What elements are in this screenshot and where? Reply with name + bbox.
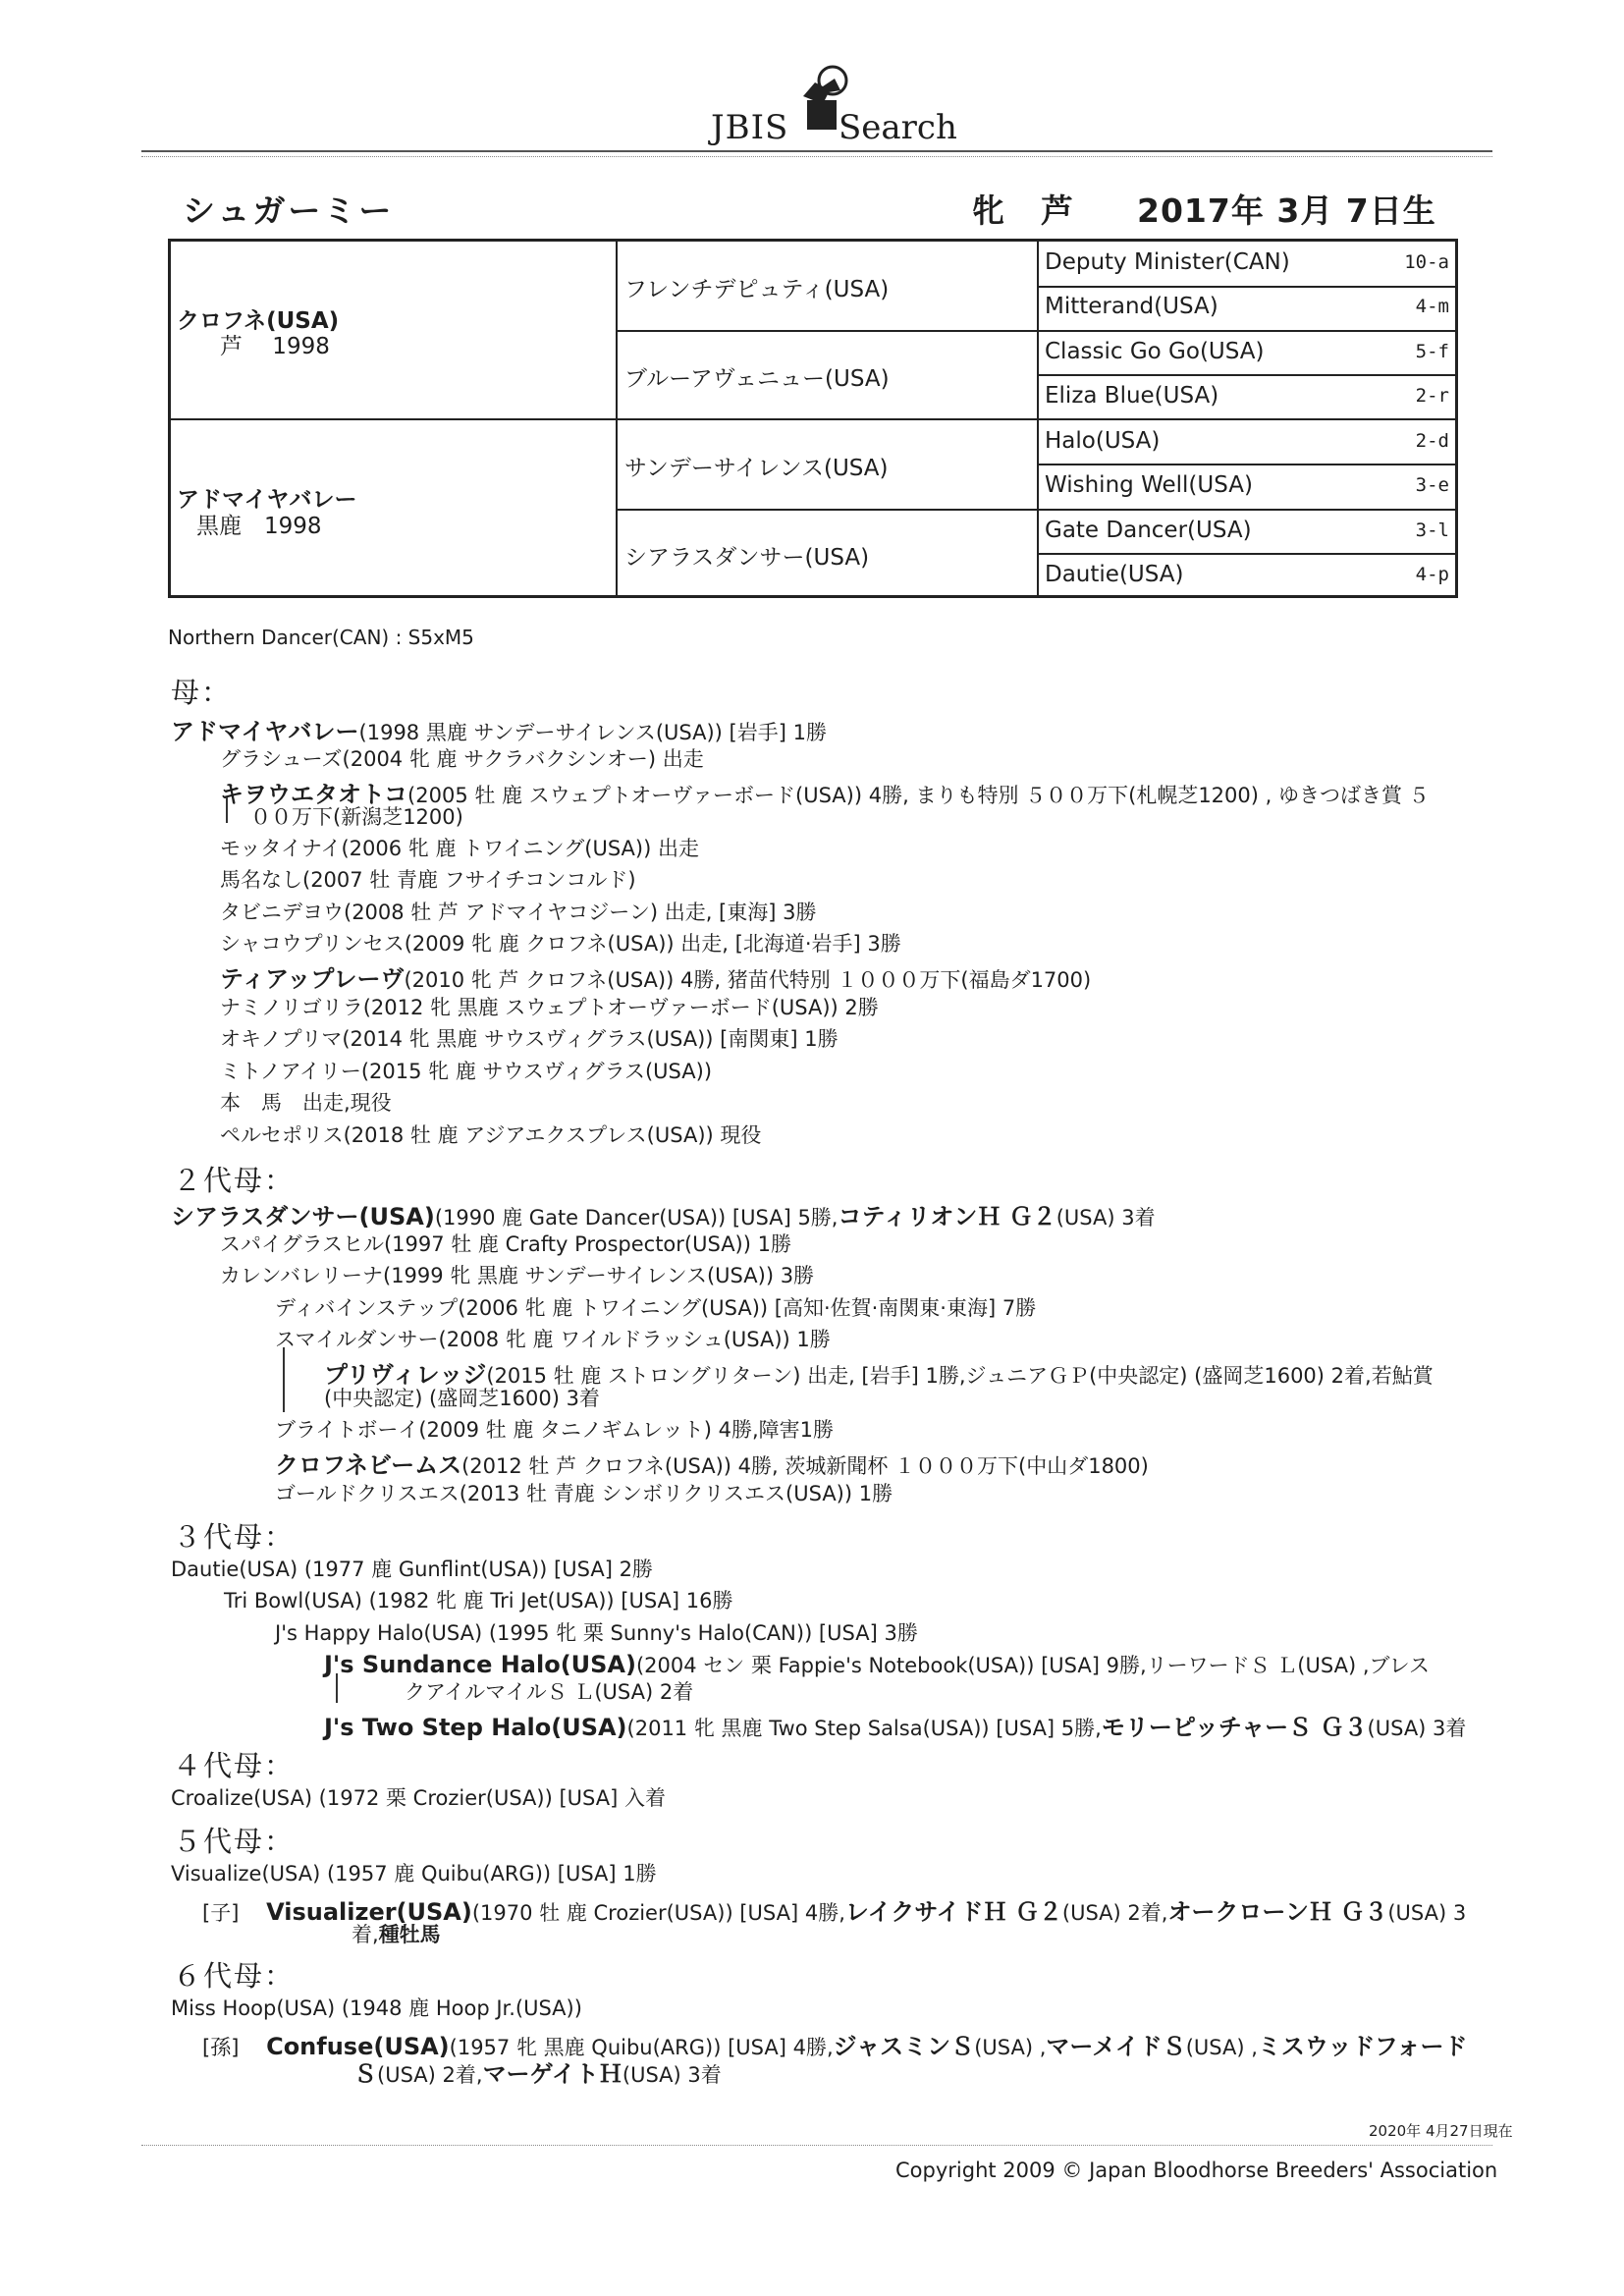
family-line: ペルセポリス(2018 牡 鹿 アジアエクスプレス(USA)) 現役 [220,1123,762,1147]
great-grandparent: Mitterand(USA) [1045,294,1218,319]
family-line: ティアップレーヴ(2010 牝 芦 クロフネ(USA)) 4勝, 猪苗代特別 １０００万下(福島ダ1700) [220,965,1092,993]
pedigree-table [168,239,1458,598]
horse-sex: 牝 [972,191,1004,230]
family-line: ディバインステップ(2006 牝 鹿 トワイニング(USA)) [高知·佐賀·南関東·東海] 7勝 [275,1296,1037,1320]
family-line: Dautie(USA) (1977 鹿 Gunflint(USA)) [USA] 2勝 [171,1558,653,1581]
family-number: 2-d [1415,430,1449,452]
section-heading-6th-dam: ６代母： [173,1959,296,1993]
family-line: J's Happy Halo(USA) (1995 牝 栗 Sunny's Halo(CAN)) [USA] 3勝 [275,1621,918,1645]
inbreeding-note: Northern Dancer(CAN) : S5xM5 [168,626,474,649]
family-line: スマイルダンサー(2008 牝 鹿 ワイルドラッシュ(USA)) 1勝 [275,1328,831,1351]
family-line: プリヴィレッジ(2015 牡 鹿 ストロングリターン) 出走, [岩手] 1勝,ジュニアＧＰ(中央認定) (盛岡芝1600) 2着,若鮎賞 [324,1361,1434,1389]
family-number: 3-l [1415,519,1449,541]
family-line: ミトノアイリー(2015 牝 鹿 サウスヴィグラス(USA)) [220,1060,713,1083]
family-line: キヲウエタオトコ(2005 牡 鹿 スウェプトオーヴァーボード(USA)) 4勝, まりも特別 ５００万下(札幌芝1200) , ゆきつばき賞 ５ [220,781,1430,808]
great-grandparent: Gate Dancer(USA) [1045,518,1252,543]
section-heading-4th-dam: ４代母： [173,1749,296,1782]
grandparent: サンデーサイレンス(USA) [624,456,889,481]
family-line: ゴールドクリスエス(2013 牡 青鹿 シンボリクリスエス(USA)) 1勝 [275,1482,893,1505]
family-line: アドマイヤバレー(1998 黒鹿 サンデーサイレンス(USA)) [岩手] 1勝 [171,718,827,745]
family-line: モッタイナイ(2006 牝 鹿 トワイニング(USA)) 出走 [220,837,699,860]
family-line: オキノプリマ(2014 牝 黒鹿 サウスヴィグラス(USA)) [南関東] 1勝 [220,1027,839,1051]
footer-rule [141,2145,1492,2146]
horse-birth-date: 2017年 3月 7日生 [1137,191,1436,230]
family-line: ナミノリゴリラ(2012 牝 黒鹿 スウェプトオーヴァーボード(USA)) 2勝 [220,996,879,1019]
family-line: Tri Bowl(USA) (1982 牝 鹿 Tri Jet(USA)) [USA] 16勝 [224,1589,733,1613]
family-line-continued: ００万下(新潟芝1200) [250,805,463,829]
great-grandparent: Eliza Blue(USA) [1045,383,1219,409]
family-line: J's Two Step Halo(USA)(2011 牝 黒鹿 Two Step Salsa(USA)) [USA] 5勝,モリーピッチャーＳ Ｇ３(USA) 3着 [324,1714,1467,1741]
family-number: 10-a [1404,251,1449,273]
family-line-continued: 着,種牡馬 [352,1923,441,1946]
sire-info: 芦 1998 [220,334,330,359]
family-line: シャコウプリンセス(2009 牝 鹿 クロフネ(USA)) 出走, [北海道·岩手] 3勝 [220,932,901,956]
great-grandparent: Halo(USA) [1045,428,1161,454]
family-line: クロフネビームス(2012 牡 芦 クロフネ(USA)) 4勝, 茨城新聞杯 １０００万下(中山ダ1800) [275,1451,1149,1479]
family-line: 馬名なし(2007 牡 青鹿 フサイチコンコルド) [220,868,636,892]
family-line: Croalize(USA) (1972 栗 Crozier(USA)) [USA] 入着 [171,1786,666,1810]
dam-name: アドマイヤバレー [177,487,357,513]
family-number: 3-e [1415,474,1449,496]
section-heading-2nd-dam: ２代母： [173,1164,296,1197]
family-number: 4-p [1415,564,1449,585]
dam-info: 黒鹿 1998 [196,514,322,539]
grandparent: シアラスダンサー(USA) [624,545,870,571]
copyright-notice: Copyright 2009 © Japan Bloodhorse Breeders' Association [895,2159,1498,2182]
horse-color: 芦 [1041,191,1073,230]
family-number: 4-m [1415,296,1449,317]
sire-name: クロフネ(USA) [177,308,340,334]
header-rule-dotted [141,156,1492,157]
grandparent: ブルーアヴェニュー(USA) [624,366,890,392]
family-line: カレンバレリーナ(1999 牝 黒鹿 サンデーサイレンス(USA)) 3勝 [220,1264,815,1287]
great-grandparent: Wishing Well(USA) [1045,472,1253,498]
family-line-continued: (中央認定) (盛岡芝1600) 3着 [324,1387,600,1410]
logo-search-text: Search [839,108,957,147]
great-grandparent: Dautie(USA) [1045,562,1184,587]
family-line: グラシューズ(2004 牝 鹿 サクラバクシンオー) 出走 [220,747,704,771]
great-grandparent: Classic Go Go(USA) [1045,339,1265,364]
family-line: J's Sundance Halo(USA)(2004 セン 栗 Fappie's Notebook(USA)) [USA] 9勝,リーワードＳ Ｌ(USA) ,ブレス [324,1651,1431,1678]
family-line: [子] Visualizer(USA)(1970 牡 鹿 Crozier(USA)) [USA] 4勝,レイクサイドＨ Ｇ２(USA) 2着,オークローンＨ Ｇ３(USA) 3 [202,1898,1467,1926]
horse-name: シュガーミー [183,191,395,230]
logo-jbis-text: JBIS [711,108,789,147]
section-heading-5th-dam: ５代母： [173,1825,296,1858]
great-grandparent: Deputy Minister(CAN) [1045,249,1290,275]
grandparent: フレンチデピュティ(USA) [624,277,890,302]
family-line-continued: クアイルマイルＳ Ｌ(USA) 2着 [405,1680,694,1704]
section-heading-3rd-dam: ３代母： [173,1520,296,1554]
family-number: 5-f [1415,341,1449,362]
family-line: Miss Hoop(USA) (1948 鹿 Hoop Jr.(USA)) [171,1996,582,2020]
family-line: スパイグラスヒル(1997 牡 鹿 Crafty Prospector(USA)) 1勝 [220,1232,791,1256]
family-line: 本 馬 出走,現役 [220,1091,392,1115]
family-line-continued: Ｓ(USA) 2着,マーゲイトＨ(USA) 3着 [353,2060,722,2088]
as-of-date: 2020年 4月27日現在 [1369,2122,1513,2140]
section-heading-dam: 母： [171,676,233,709]
family-line: シアラスダンサー(USA)(1990 鹿 Gate Dancer(USA)) [USA] 5勝,コティリオンＨ Ｇ２(USA) 3着 [171,1203,1156,1230]
family-line: [孫] Confuse(USA)(1957 牝 黒鹿 Quibu(ARG)) [USA] 4勝,ジャスミンＳ(USA) ,マーメイドＳ(USA) ,ミスウッドフォード [202,2033,1468,2060]
header-rule [141,150,1492,152]
family-line: ブライトボーイ(2009 牡 鹿 タニノギムレット) 4勝,障害1勝 [275,1418,835,1442]
family-line: Visualize(USA) (1957 鹿 Quibu(ARG)) [USA] 1勝 [171,1862,657,1886]
jbis-search-logo [711,61,957,149]
family-line: タビニデヨウ(2008 牡 芦 アドマイヤコジーン) 出走, [東海] 3勝 [220,901,817,924]
family-number: 2-r [1415,385,1449,407]
